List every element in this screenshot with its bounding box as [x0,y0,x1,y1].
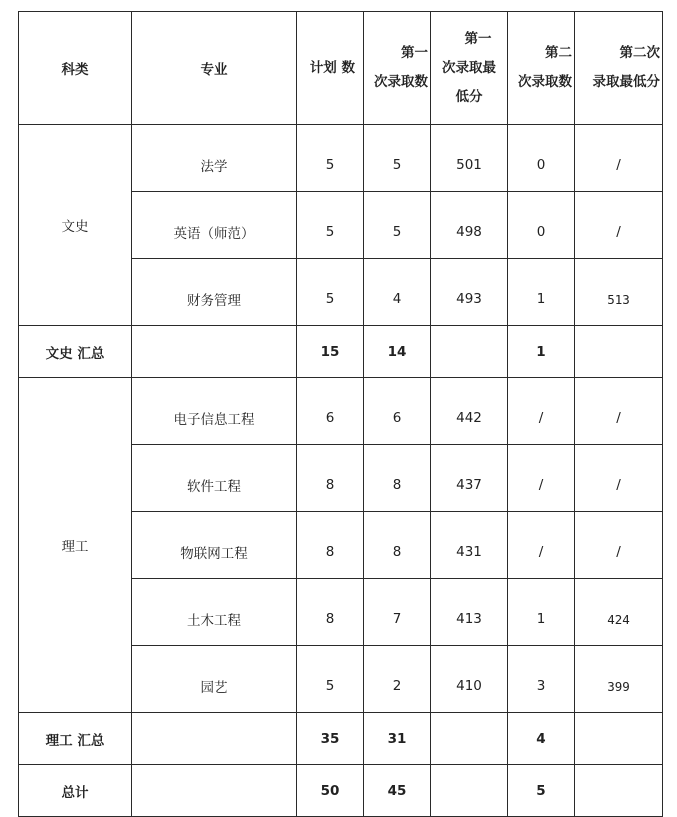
category-cell-science: 理工 [19,378,132,713]
first-min-cell: 437 [431,445,508,512]
header-first-min-line2: 次录取最 [442,59,496,76]
total-first-min-empty [431,765,508,817]
total-first-admit: 45 [364,765,431,817]
first-admit-cell: 8 [364,512,431,579]
table-row [19,378,663,445]
first-min-cell: 493 [431,259,508,326]
second-admit-cell: 3 [508,646,575,713]
summary-plan: 35 [297,713,364,765]
plan-cell: 5 [297,646,364,713]
plan-cell: 8 [297,512,364,579]
second-admit-cell: 1 [508,259,575,326]
header-row [19,12,663,125]
summary-label: 理工 汇总 [19,713,132,765]
total-label: 总计 [19,765,132,817]
total-second-min-empty [575,765,663,817]
header-second-min [575,12,663,125]
first-admit-cell: 5 [364,192,431,259]
header-first-min-line3: 低分 [455,88,483,105]
major-cell: 英语（师范） [132,192,297,259]
header-first-admit-line2: 次录取数 [374,74,428,90]
plan-cell: 8 [297,445,364,512]
first-admit-cell: 8 [364,445,431,512]
header-second-min-line2: 录取最低分 [592,74,660,90]
header-first-admit-line1: 第一 [401,45,428,61]
header-first-admit [364,12,431,125]
major-cell: 物联网工程 [132,512,297,579]
summary-second-admit: 1 [508,326,575,378]
table-row [19,125,663,192]
summary-first-admit: 31 [364,713,431,765]
plan-cell: 5 [297,192,364,259]
major-cell: 软件工程 [132,445,297,512]
major-cell: 电子信息工程 [132,378,297,445]
header-category: 科类 [19,12,132,125]
header-second-min-line1: 第二次 [619,45,660,61]
summary-major-empty [132,713,297,765]
summary-first-min-empty [431,713,508,765]
header-plan-line1: 计划 [309,59,337,76]
summary-second-min-empty [575,713,663,765]
first-admit-cell: 5 [364,125,431,192]
total-row [19,765,663,817]
second-admit-cell: 1 [508,579,575,646]
second-min-cell: 513 [575,259,663,326]
admission-table [18,11,663,817]
second-admit-cell: / [508,378,575,445]
plan-cell: 8 [297,579,364,646]
first-min-cell: 410 [431,646,508,713]
second-admit-cell: / [508,512,575,579]
first-min-cell: 442 [431,378,508,445]
second-min-cell: / [575,378,663,445]
summary-plan: 15 [297,326,364,378]
summary-second-min-empty [575,326,663,378]
major-cell: 园艺 [132,646,297,713]
plan-cell: 5 [297,125,364,192]
header-plan [297,12,364,125]
second-min-cell: / [575,192,663,259]
header-second-admit-line1: 第二 [545,45,572,61]
first-admit-cell: 4 [364,259,431,326]
header-first-min [431,12,508,125]
header-first-min-line1: 第一 [464,30,492,47]
total-second-admit: 5 [508,765,575,817]
second-admit-cell: 0 [508,192,575,259]
first-min-cell: 498 [431,192,508,259]
second-min-cell: / [575,512,663,579]
category-cell-liberal-arts: 文史 [19,125,132,326]
header-second-admit [508,12,575,125]
major-cell: 法学 [132,125,297,192]
second-min-cell: 399 [575,646,663,713]
header-second-admit-line2: 次录取数 [518,74,572,90]
first-admit-cell: 7 [364,579,431,646]
first-min-cell: 431 [431,512,508,579]
second-admit-cell: 0 [508,125,575,192]
summary-major-empty [132,326,297,378]
header-plan-line2: 数 [341,59,355,76]
second-admit-cell: / [508,445,575,512]
second-min-cell: / [575,125,663,192]
summary-label: 文史 汇总 [19,326,132,378]
summary-second-admit: 4 [508,713,575,765]
major-cell: 财务管理 [132,259,297,326]
total-major-empty [132,765,297,817]
major-cell: 土木工程 [132,579,297,646]
header-major: 专业 [132,12,297,125]
first-min-cell: 501 [431,125,508,192]
second-min-cell: / [575,445,663,512]
total-plan: 50 [297,765,364,817]
second-min-cell: 424 [575,579,663,646]
summary-row-science [19,713,663,765]
first-admit-cell: 6 [364,378,431,445]
first-min-cell: 413 [431,579,508,646]
plan-cell: 6 [297,378,364,445]
summary-first-admit: 14 [364,326,431,378]
plan-cell: 5 [297,259,364,326]
first-admit-cell: 2 [364,646,431,713]
summary-row-liberal-arts [19,326,663,378]
summary-first-min-empty [431,326,508,378]
